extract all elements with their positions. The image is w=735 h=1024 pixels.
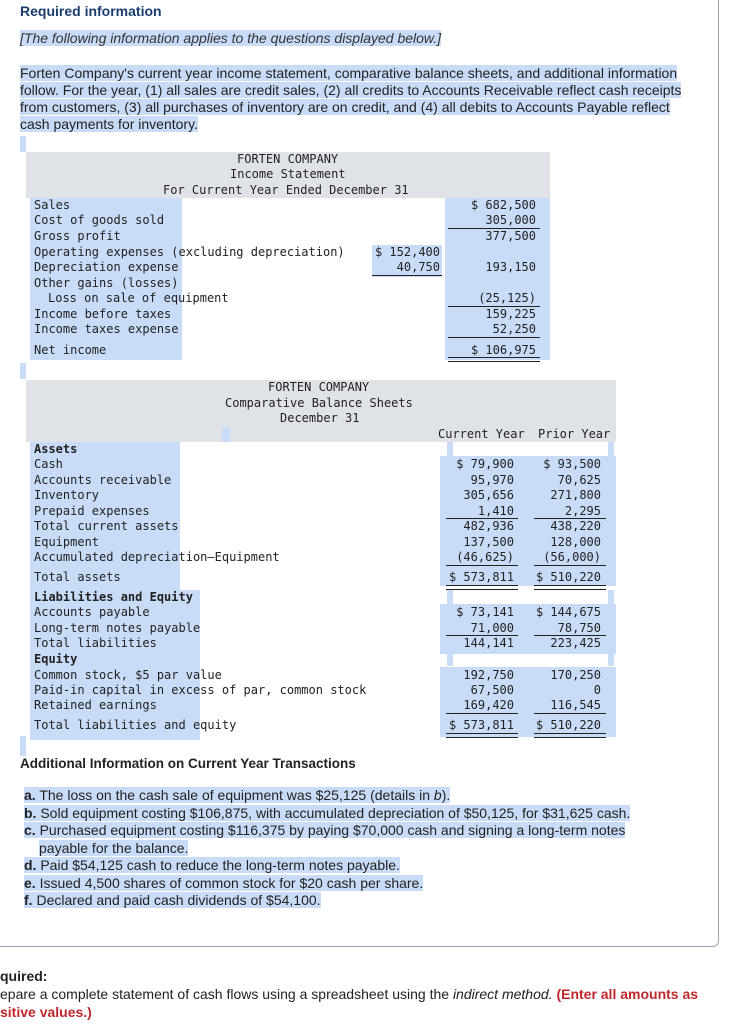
bs-current-value: 71,000	[470, 621, 514, 635]
bs-row-label: Cash	[34, 457, 63, 471]
is-row-amount: 40,750	[396, 260, 440, 274]
bs-current-value: 482,936	[463, 519, 514, 533]
bs-prior-value: $ 510,220	[535, 718, 601, 732]
bs-prior-value: 2,295	[564, 504, 601, 518]
is-row-total: $ 106,975	[470, 343, 536, 357]
bs-prior-value: $ 93,500	[543, 457, 601, 471]
bs-row-label: Accounts payable	[34, 605, 150, 619]
bs-current-value: 137,500	[463, 535, 514, 549]
is-row-label: Depreciation expense	[34, 260, 179, 274]
required-note: sitive values.)	[0, 1004, 92, 1020]
bs-current-value: 144,141	[463, 636, 514, 650]
is-row-label: Sales	[34, 198, 71, 212]
bs-prior-value: (56,000)	[543, 550, 601, 564]
additional-item: b. Sold equipment costing $106,875, with accumulated depreciation of $50,125, for $31,625 cash.	[24, 804, 631, 821]
additional-item: e. Issued 4,500 shares of common stock for $20 cash per share.	[24, 874, 424, 891]
bs-row-label: Total liabilities and equity	[34, 718, 237, 732]
bs-prior-value: 116,545	[550, 698, 601, 712]
additional-info-list	[24, 787, 674, 910]
required-info-title: Required information	[20, 3, 162, 19]
bs-row-label: Accounts receivable	[34, 473, 172, 487]
bs-prior-value: 0	[593, 683, 601, 697]
info-subtitle: [The following information applies to the questions displayed below.]	[20, 30, 442, 46]
bs-row-label: Liabilities and Equity	[34, 590, 193, 604]
is-row-label: Cost of goods sold	[34, 213, 165, 227]
additional-item: d. Paid $54,125 cash to reduce the long-term notes payable.	[24, 857, 400, 873]
is-title: Income Statement	[230, 167, 346, 181]
is-row-total: 52,250	[492, 322, 536, 336]
bs-prior-value: 70,625	[557, 473, 601, 487]
is-row-label: Other gains (losses)	[34, 276, 179, 290]
bs-col-prior: Prior Year	[538, 427, 611, 441]
is-row-label: Operating expenses (excluding depreciation)	[34, 245, 345, 259]
bs-row-label: Equipment	[34, 535, 100, 549]
bs-date: December 31	[280, 411, 360, 425]
bs-prior-value: $ 144,675	[535, 605, 601, 619]
additional-info-title: Additional Information on Current Year Transactions	[20, 756, 356, 771]
is-row-label: Net income	[34, 343, 107, 357]
bs-current-value: 192,750	[463, 668, 514, 682]
bs-row-label: Total assets	[34, 570, 121, 584]
is-row-label: Income taxes expense	[34, 322, 179, 336]
bs-row-label: Long-term notes payable	[34, 621, 201, 635]
bs-current-value: 1,410	[477, 504, 514, 518]
bs-current-value: (46,625)	[456, 550, 514, 564]
bs-prior-value: 223,425	[550, 636, 601, 650]
bs-current-value: 67,500	[470, 683, 514, 697]
bs-company: FORTEN COMPANY	[268, 380, 370, 394]
bs-current-value: $ 573,811	[448, 718, 514, 732]
bs-prior-value: 271,800	[550, 488, 601, 502]
is-row-amount: $ 152,400	[374, 245, 440, 259]
required-section	[0, 967, 698, 1021]
required-label: quired:	[0, 968, 48, 984]
bs-row-label: Assets	[34, 442, 78, 456]
bs-title: Comparative Balance Sheets	[225, 396, 413, 410]
is-period: For Current Year Ended December 31	[163, 183, 409, 197]
bs-row-label: Prepaid expenses	[34, 504, 150, 518]
bs-prior-value: $ 510,220	[535, 570, 601, 584]
bs-col-current: Current Year	[438, 427, 525, 441]
is-row-total: 305,000	[485, 213, 536, 227]
bs-current-value: 305,656	[463, 488, 514, 502]
bs-row-label: Common stock, $5 par value	[34, 668, 222, 682]
is-row-label: Loss on sale of equipment	[48, 291, 229, 305]
is-row-total: 377,500	[485, 229, 536, 243]
is-row-total: 193,150	[485, 260, 536, 274]
bs-prior-value: 128,000	[550, 535, 601, 549]
bs-prior-value: 438,220	[550, 519, 601, 533]
bs-current-value: 95,970	[470, 473, 514, 487]
is-row-label: Gross profit	[34, 229, 121, 243]
bs-row-label: Total current assets	[34, 519, 179, 533]
is-row-total: 159,225	[485, 307, 536, 321]
bs-row-label: Accumulated depreciation—Equipment	[34, 550, 280, 564]
bs-row-label: Paid-in capital in excess of par, common stock	[34, 683, 367, 697]
intro-paragraph: Forten Company's current year income statement, comparative balance sheets, and additional information follow. For the year, (1) all sales are credit sales, (2) all credits to Accounts Receivable reflect cash receipts from customers, (3) all purchases of inventory are on credit, and (4) all debits to Accounts Payable reflect cash payments for inventory.	[20, 65, 682, 132]
bs-prior-value: 170,250	[550, 668, 601, 682]
bs-current-value: $ 79,900	[456, 457, 514, 471]
is-company: FORTEN COMPANY	[237, 152, 339, 166]
bs-row-label: Total liabilities	[34, 636, 157, 650]
required-instruction: epare a complete statement of cash flows using a spreadsheet using the indirect method. (Enter all amounts as	[0, 986, 699, 1002]
bs-row-label: Inventory	[34, 488, 100, 502]
additional-item: f. Declared and paid cash dividends of $54,100.	[24, 892, 321, 908]
is-row-total: $ 682,500	[470, 198, 536, 212]
bs-current-value: $ 73,141	[456, 605, 514, 619]
additional-item: c. Purchased equipment costing $116,375 by paying $70,000 cash and signing a long-term notes payable for the balance.	[24, 822, 626, 856]
additional-item: a. The loss on the cash sale of equipment was $25,125 (details in b).	[24, 787, 451, 803]
bs-row-label: Equity	[34, 652, 78, 666]
bs-current-value: $ 573,811	[448, 570, 514, 584]
is-row-total: (25,125)	[478, 291, 536, 305]
is-row-label: Income before taxes	[34, 307, 172, 321]
bs-current-value: 169,420	[463, 698, 514, 712]
bs-prior-value: 78,750	[557, 621, 601, 635]
bs-row-label: Retained earnings	[34, 698, 157, 712]
